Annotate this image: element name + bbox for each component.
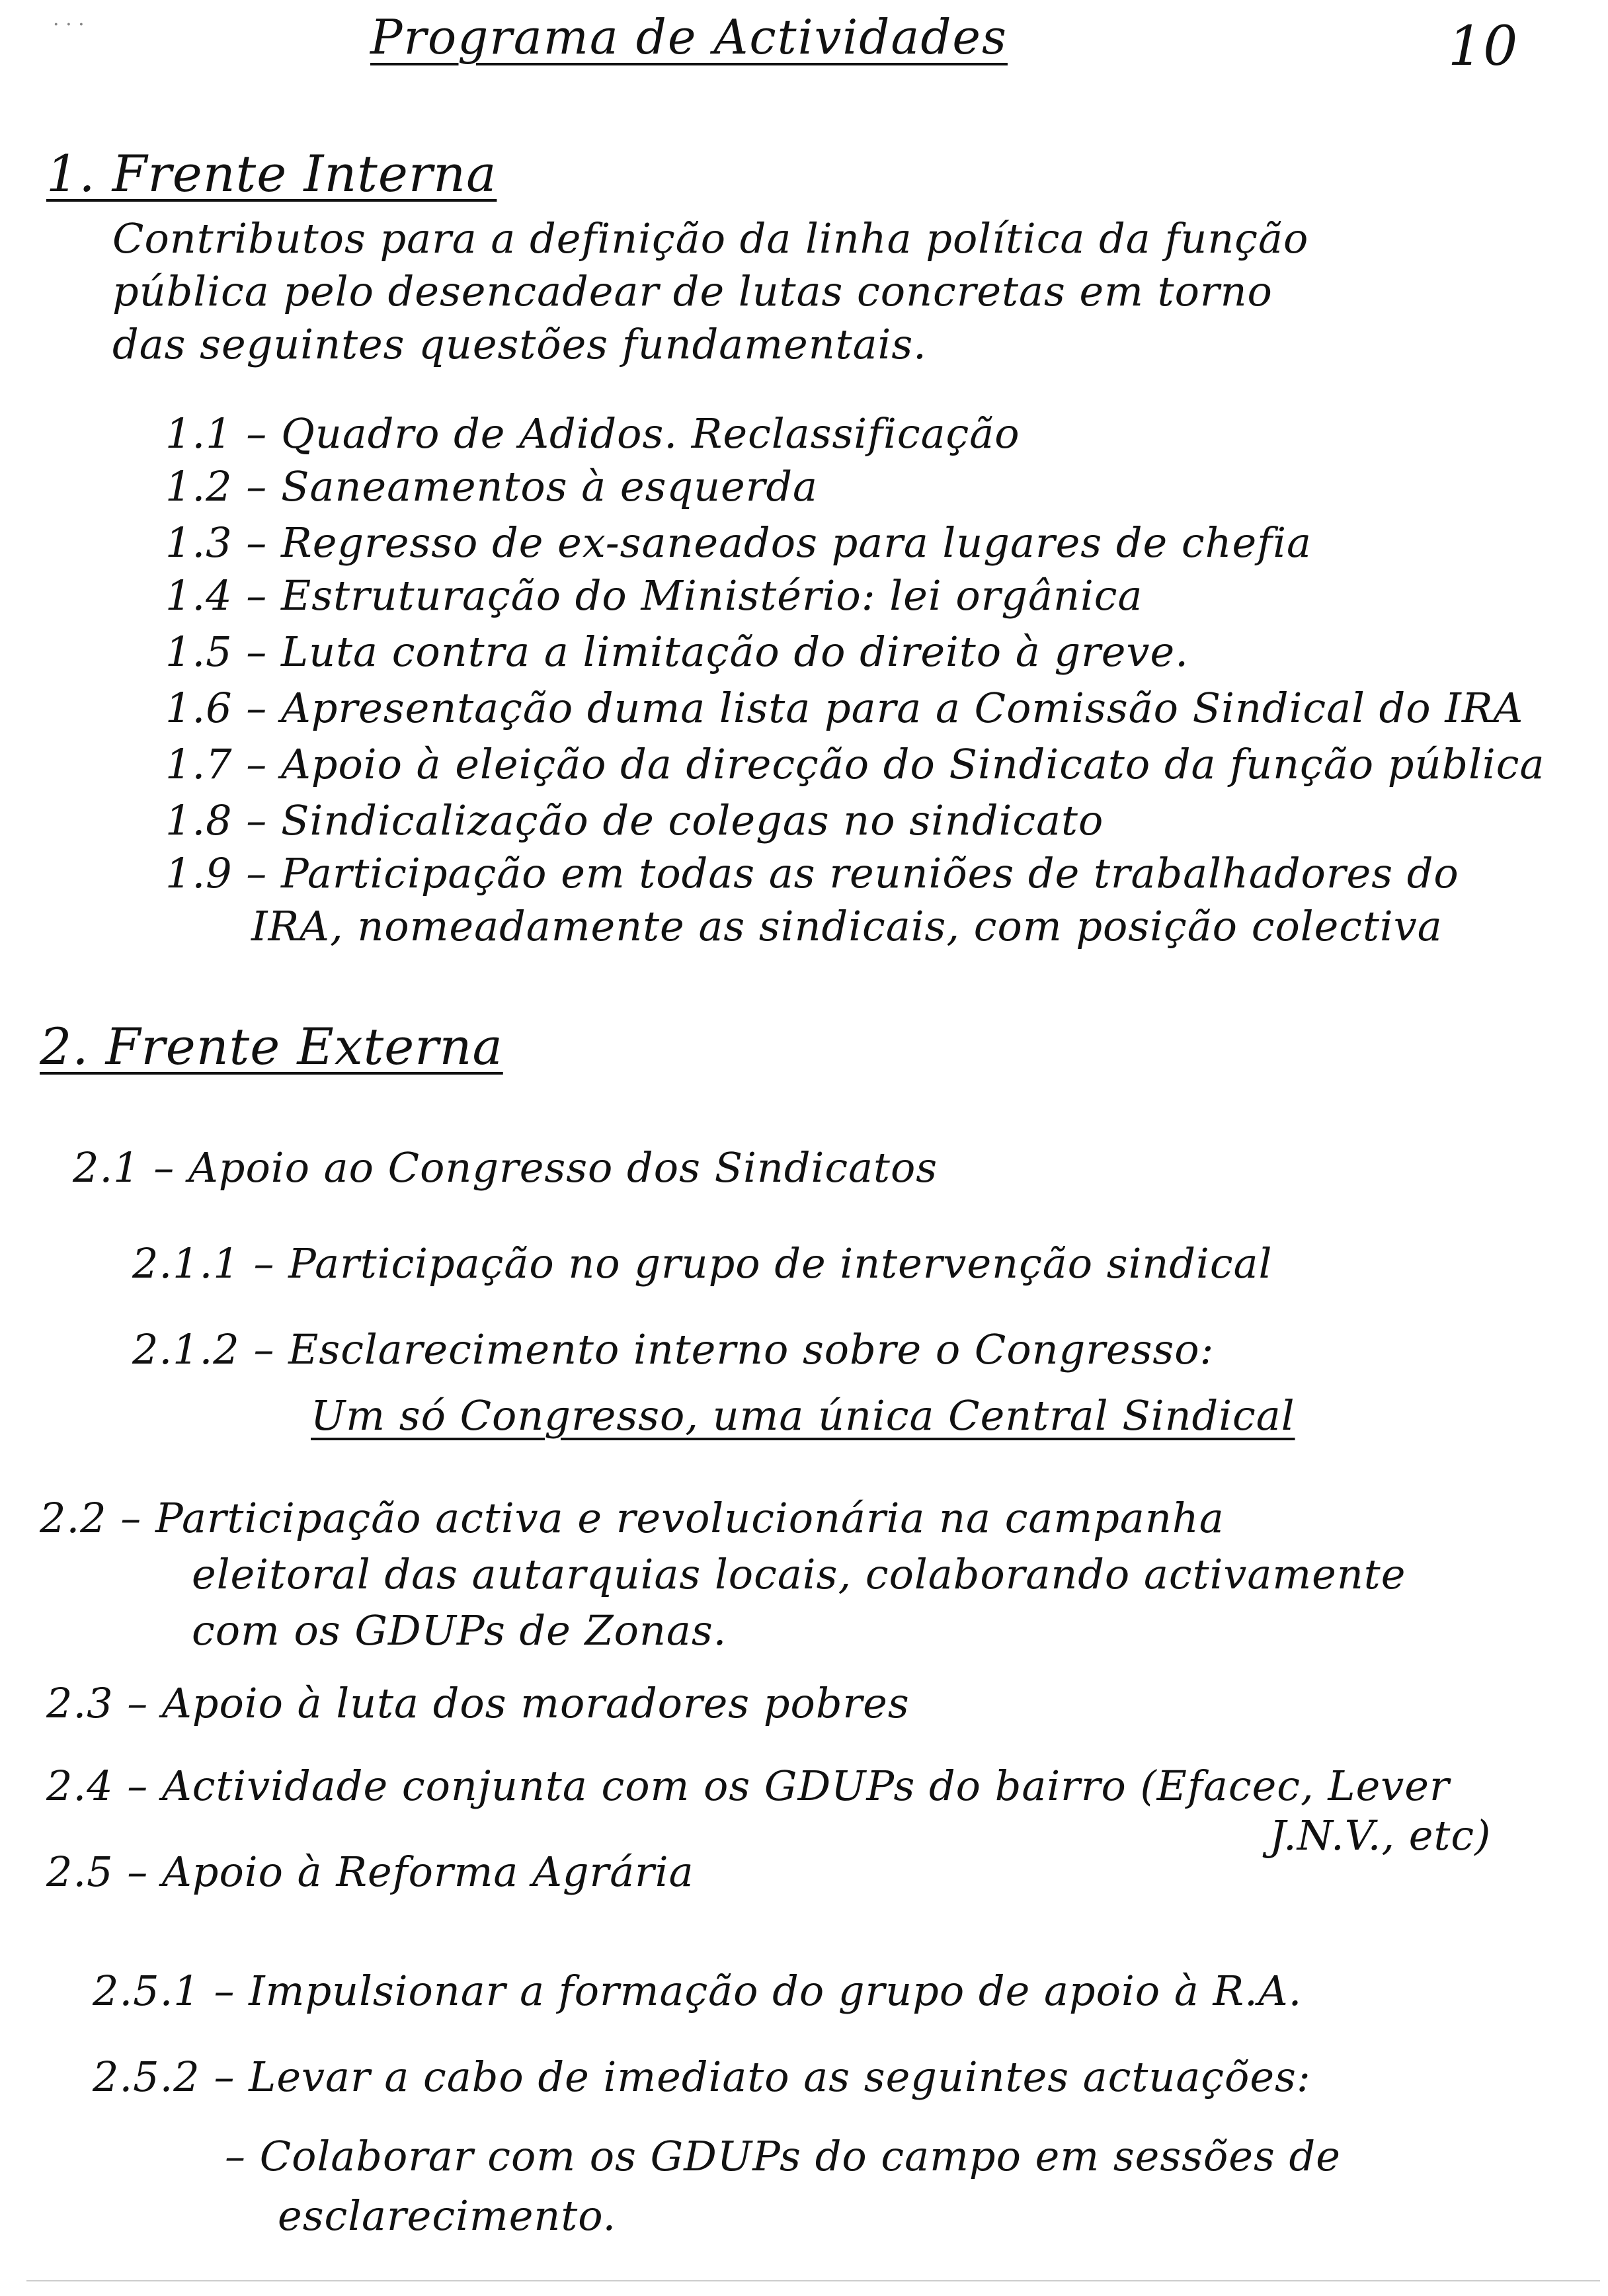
section-1-intro-line-1: Contributos para a definição da linha política da função [112, 214, 1309, 263]
section-1-item-2: 1.2 – Saneamentos à esquerda [165, 462, 819, 511]
section-1-item-3: 1.3 – Regresso de ex-saneados para lugares de chefia [165, 518, 1312, 567]
section-1-intro-line-2: pública pelo desencadear de lutas concretas em torno [112, 267, 1273, 315]
congress-slogan: Um só Congresso, uma única Central Sindical [311, 1391, 1295, 1440]
section-1-heading: 1. Frente Interna [46, 144, 497, 203]
section-2-heading: 2. Frente Externa [40, 1017, 503, 1076]
section-1-item-6: 1.6 – Apresentação duma lista para a Comissão Sindical do IRA [165, 684, 1524, 732]
section-2-item-2-4-cont: J.N.V., etc) [1269, 1811, 1492, 1860]
section-2-item-2-2-line-3: com os GDUPs de Zonas. [192, 1606, 727, 1655]
section-1-item-7: 1.7 – Apoio à eleição da direcção do Sindicato da função pública [165, 740, 1545, 788]
section-2-item-2-5-2-bullet: – Colaborar com os GDUPs do campo em sessões de [225, 2132, 1341, 2180]
section-2-item-2-1: 2.1 – Apoio ao Congresso dos Sindicatos [73, 1143, 938, 1192]
section-1-item-4: 1.4 – Estruturação do Ministério: lei orgânica [165, 571, 1143, 620]
section-1-item-9: 1.9 – Participação em todas as reuniões de trabalhadores do [165, 849, 1459, 897]
section-2-item-2-5-1: 2.5.1 – Impulsionar a formação do grupo de apoio à R.A. [93, 1967, 1303, 2015]
section-2-item-2-5: 2.5 – Apoio à Reforma Agrária [46, 1848, 694, 1896]
page-title: Programa de Actividades [370, 9, 1008, 65]
section-1-item-1: 1.1 – Quadro de Adidos. Reclassificação [165, 409, 1020, 458]
section-1-item-9-cont: IRA, nomeadamente as sindicais, com posição colectiva [251, 902, 1443, 950]
section-1-item-8: 1.8 – Sindicalização de colegas no sindicato [165, 796, 1104, 844]
scan-marks: · · · [53, 13, 85, 36]
section-2-item-2-3: 2.3 – Apoio à luta dos moradores pobres [46, 1679, 910, 1727]
section-1-intro-line-3: das seguintes questões fundamentais. [112, 320, 927, 368]
section-1-item-5: 1.5 – Luta contra a limitação do direito à greve. [165, 628, 1189, 676]
section-2-item-2-2: 2.2 – Participação activa e revolucionária na campanha [40, 1494, 1225, 1542]
section-2-item-2-2-line-2: eleitoral das autarquias locais, colaborando activamente [192, 1550, 1406, 1598]
scan-edge-line [26, 2280, 1600, 2281]
page-number: 10 [1448, 15, 1519, 78]
section-2-item-2-5-2: 2.5.2 – Levar a cabo de imediato as seguintes actuações: [93, 2053, 1311, 2101]
section-2-item-2-1-1: 2.1.1 – Participação no grupo de intervenção sindical [132, 1239, 1273, 1288]
section-2-item-2-5-2-bullet-cont: esclarecimento. [278, 2192, 617, 2240]
section-2-item-2-1-2: 2.1.2 – Esclarecimento interno sobre o Congresso: [132, 1325, 1215, 1374]
section-2-item-2-4: 2.4 – Actividade conjunta com os GDUPs do bairro (Efacec, Lever [46, 1762, 1450, 1810]
